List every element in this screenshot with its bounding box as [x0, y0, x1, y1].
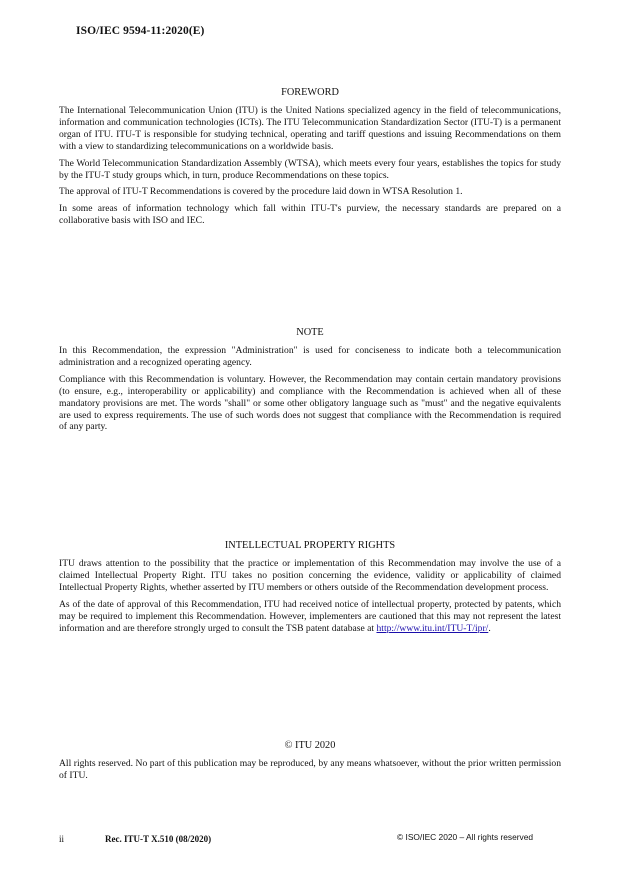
foreword-paragraph-3: The approval of ITU-T Recommendations is covered by the procedure laid down in WTSA Resolution 1.	[59, 186, 463, 198]
note-paragraph-2: Compliance with this Recommendation is voluntary. However, the Recommendation may contain certain mandatory provisions (to ensure, e.g., interoperability or applicability) and compliance with the Recommendation is achieved when all of these mandatory provisions are met. The words "shall" or some other obligatory language such as "must" and the negative equivalents are used to express requirements. The use of such words does not suggest that compliance with the Recommendation is required of any party.	[59, 373, 561, 433]
document-id: ISO/IEC 9594-11:2020(E)	[76, 25, 205, 37]
copyright-heading: © ITU 2020	[284, 740, 336, 751]
foreword-section	[59, 86, 561, 232]
foreword-paragraph-1: The International Telecommunication Union (ITU) is the United Nations specialized agency in the field of telecommunications, information and communication technologies (ICTs). The ITU Telecommunication Standardization Sector (ITU-T) is a permanent organ of ITU. ITU-T is responsible for studying technical, operating and tariff questions and issuing Recommendations on them with a view to standardizing telecommunications on a worldwide basis.	[59, 105, 561, 152]
note-paragraph-1: In this Recommendation, the expression "Administration" is used for conciseness to indicate both a telecommunication administration and a recognized operating agency.	[59, 345, 561, 368]
ipr-paragraph-2	[59, 599, 561, 635]
note-section	[59, 326, 561, 438]
copyright-footer: © ISO/IEC 2020 – All rights reserved	[397, 832, 534, 842]
patent-database-link[interactable]: http://www.itu.int/ITU-T/ipr/	[376, 622, 489, 634]
foreword-paragraph-2: The World Telecommunication Standardization Assembly (WTSA), which meets every four years, establishes the topics for study by the ITU-T study groups which, in turn, produce Recommendations on these topics.	[59, 157, 561, 181]
copyright-section	[59, 739, 561, 787]
ipr-paragraph-2-text: As of the date of approval of this Recommendation, ITU had received notice of intellectual property, protected by patents, which may be required to implement this Recommendation. However, implementers are cautioned that this may not represent the latest information and are therefore strongly urged to consult the TSB patent database at	[59, 598, 561, 634]
foreword-paragraph-4: In some areas of information technology which fall within ITU-T's purview, the necessary standards are prepared on a collaborative basis with ISO and IEC.	[59, 203, 561, 227]
ipr-paragraph-1: ITU draws attention to the possibility that the practice or implementation of this Recommendation may involve the use of a claimed Intellectual Property Right. ITU takes no position concerning the evidence, validity or applicability of claimed Intellectual Property Rights, whether asserted by ITU members or others outside of the Recommendation development process.	[59, 558, 561, 593]
ipr-heading: INTELLECTUAL PROPERTY RIGHTS	[224, 540, 396, 551]
note-heading: NOTE	[296, 327, 324, 338]
recommendation-id: Rec. ITU-T X.510 (08/2020)	[105, 834, 212, 844]
copyright-paragraph: All rights reserved. No part of this publication may be reproduced, by any means whatsoever, without the prior written permission of ITU.	[59, 758, 561, 781]
page-number: ii	[59, 834, 65, 844]
ipr-section	[59, 539, 561, 639]
foreword-heading: FOREWORD	[281, 87, 339, 98]
ipr-paragraph-2-end: .	[488, 622, 491, 634]
